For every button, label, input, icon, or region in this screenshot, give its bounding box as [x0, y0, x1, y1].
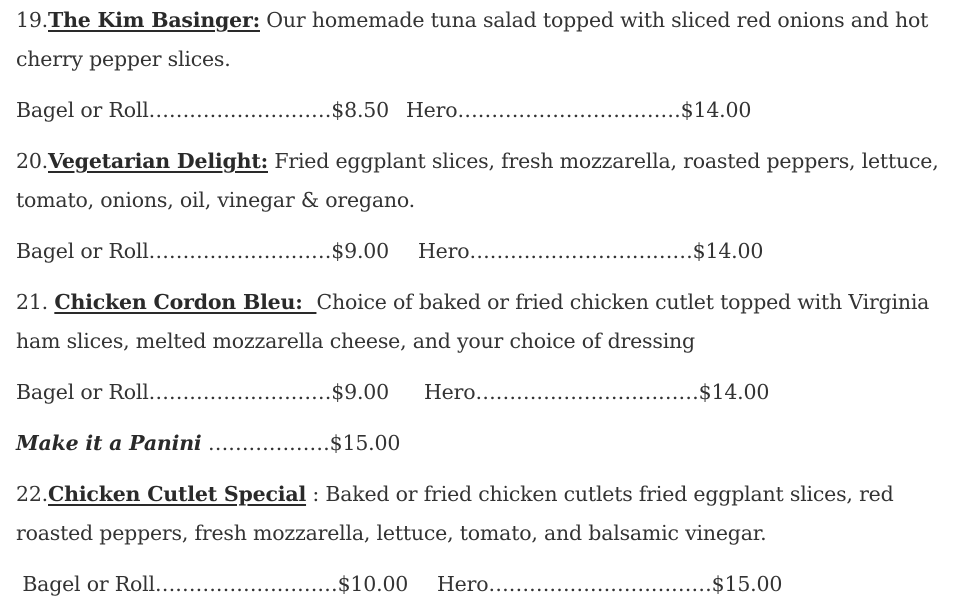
bagel-price-option [16, 97, 389, 123]
bagel-price: $10.00 [337, 572, 409, 596]
item-description: : Baked or fried chicken cutlets fried eggplant slices, red [306, 482, 894, 506]
hero-price-option [406, 97, 751, 123]
item-name: Chicken Cordon Bleu: [54, 290, 317, 314]
panini-price: $15.00 [329, 431, 401, 455]
hero-price: $14.00 [698, 380, 770, 404]
hero-price-option [437, 571, 782, 597]
panini-dots: ……………… [201, 431, 330, 455]
item-description: Choice of baked or fried chicken cutlet topped with Virginia [316, 290, 930, 314]
item-description-cont: cherry pepper slices. [16, 47, 231, 71]
item-title-line [16, 7, 928, 33]
item-description: Our homemade tuna salad topped with sliced red onions and hot [259, 8, 929, 32]
panini-label: Make it a Panini [16, 431, 202, 455]
bagel-price: $9.00 [331, 380, 389, 404]
item-number: 21. [16, 290, 55, 314]
hero-label: Hero…………………………… [406, 98, 681, 122]
item-number: 22. [16, 482, 49, 506]
item-name: Vegetarian Delight: [48, 149, 268, 173]
item-description-cont: tomato, onions, oil, vinegar & oregano. [16, 188, 415, 212]
bagel-price: $8.50 [331, 98, 389, 122]
bagel-label: Bagel or Roll……………………… [16, 98, 332, 122]
item-title-line [16, 289, 929, 315]
item-name: Chicken Cutlet Special [48, 482, 307, 506]
item-name: The Kim Basinger: [48, 8, 260, 32]
bagel-label: Bagel or Roll……………………… [16, 572, 338, 596]
hero-price: $14.00 [692, 239, 764, 263]
item-description: Fried eggplant slices, fresh mozzarella, roasted peppers, lettuce, [268, 149, 939, 173]
item-description-cont: roasted peppers, fresh mozzarella, lettuce, tomato, and balsamic vinegar. [16, 521, 767, 545]
item-title-line [16, 148, 939, 174]
bagel-label: Bagel or Roll……………………… [16, 380, 332, 404]
bagel-label: Bagel or Roll……………………… [16, 239, 332, 263]
hero-price-option [424, 379, 769, 405]
bagel-price-option [16, 238, 389, 264]
item-number: 20. [16, 149, 49, 173]
hero-label: Hero…………………………… [418, 239, 693, 263]
hero-label: Hero…………………………… [437, 572, 712, 596]
item-description-cont: ham slices, melted mozzarella cheese, and your choice of dressing [16, 329, 695, 353]
bagel-price-option [16, 379, 389, 405]
bagel-price-option [16, 571, 408, 597]
hero-price: $14.00 [680, 98, 752, 122]
hero-price-option [418, 238, 763, 264]
hero-price: $15.00 [711, 572, 783, 596]
hero-label: Hero…………………………… [424, 380, 699, 404]
item-title-line [16, 481, 894, 507]
bagel-price: $9.00 [331, 239, 389, 263]
item-number: 19. [16, 8, 49, 32]
panini-option [16, 430, 400, 456]
